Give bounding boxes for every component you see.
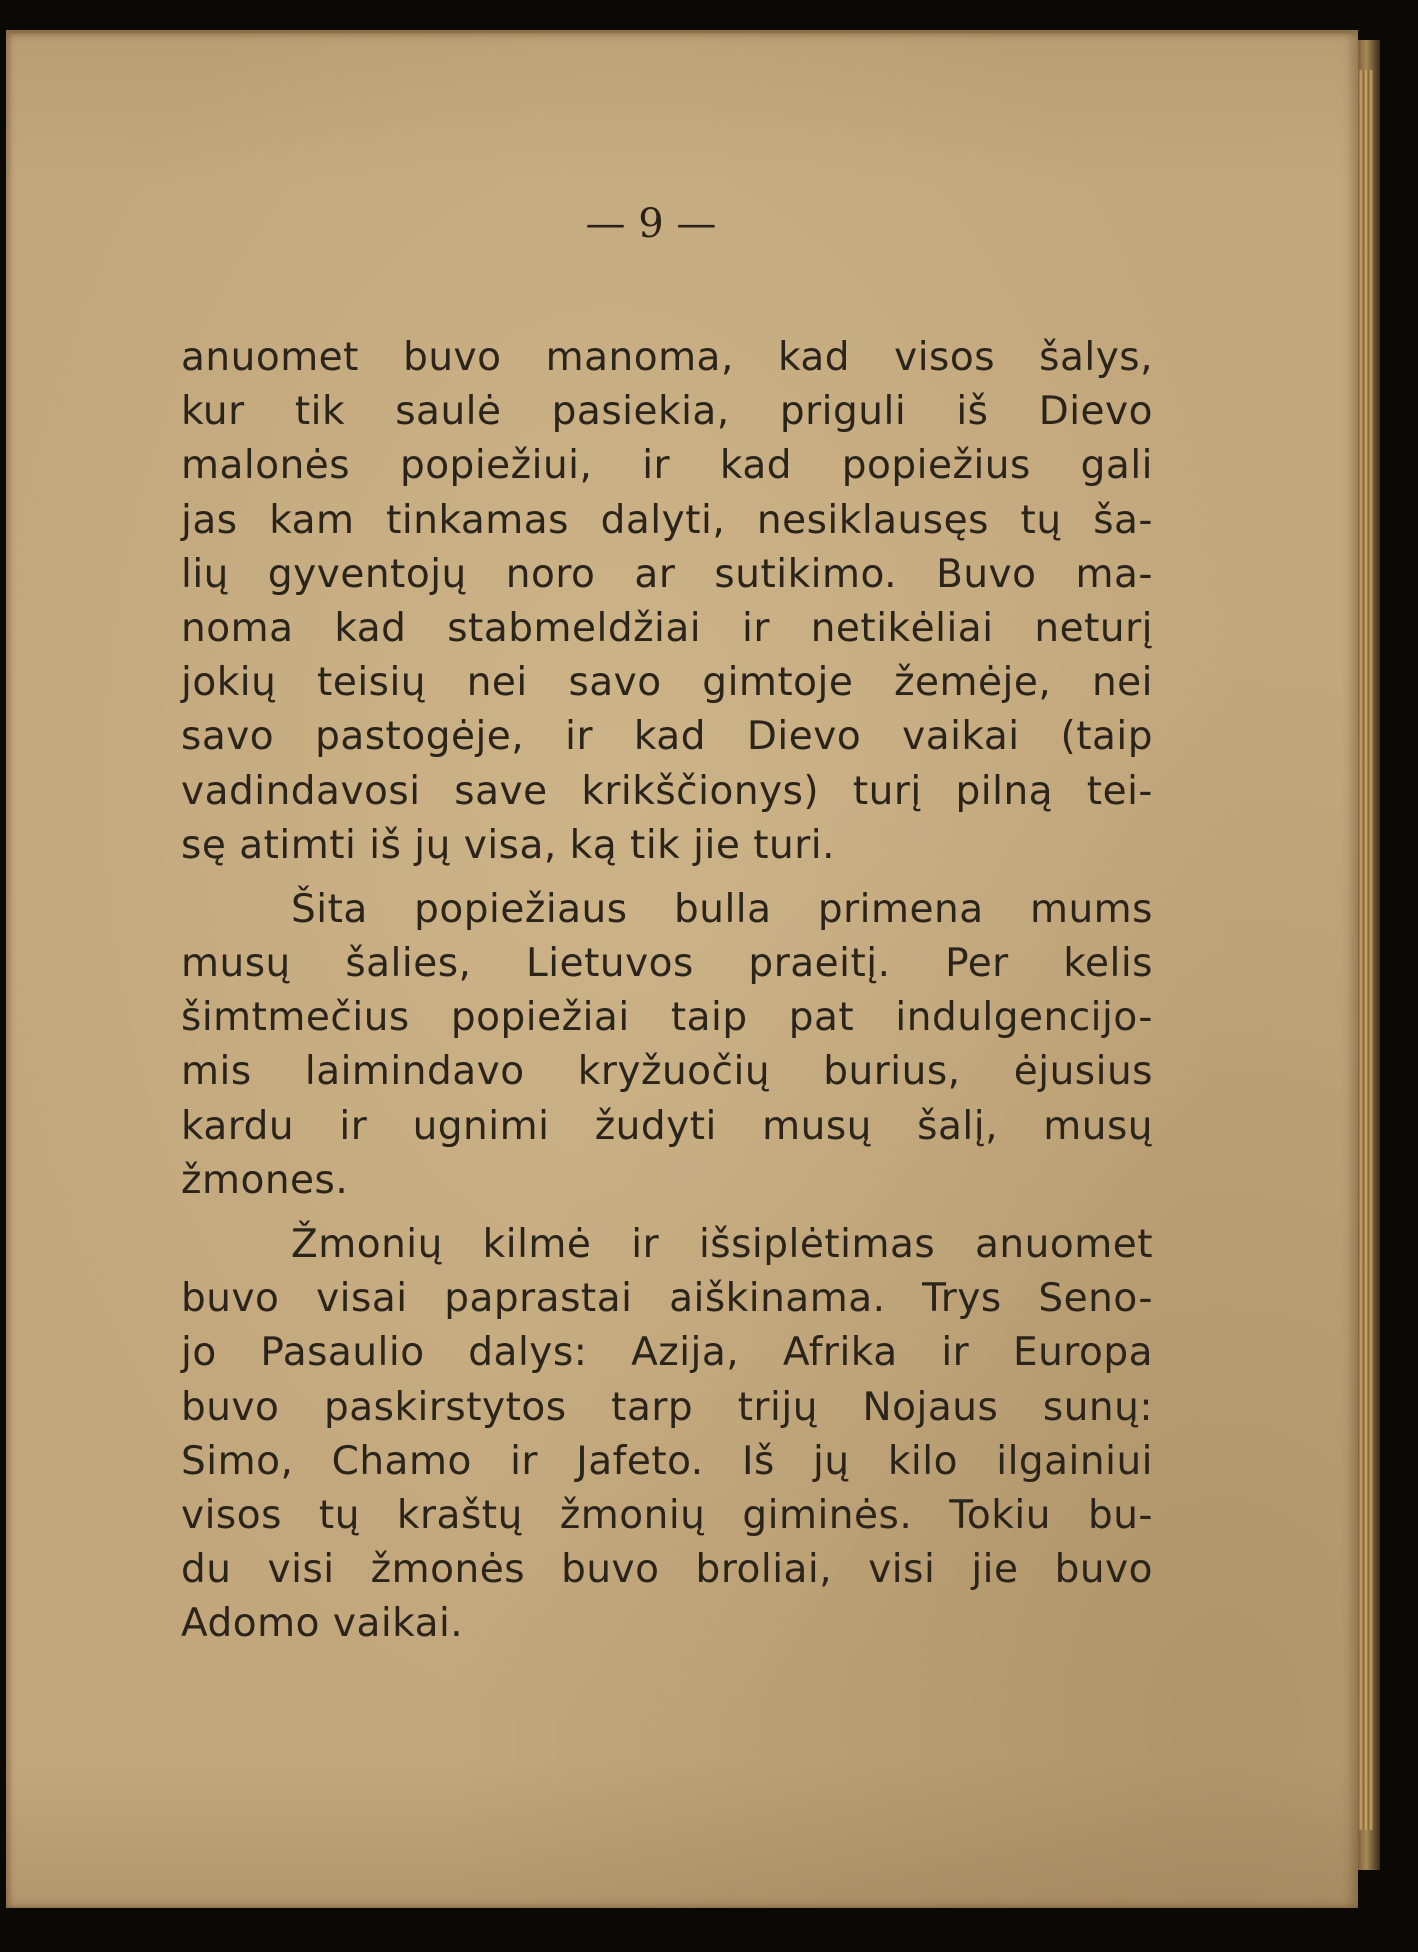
text-line: jas kam tinkamas dalyti, nesiklausęs tų ša-: [181, 497, 1153, 543]
text-line: musų šalies, Lietuvos praeitį. Per kelis: [181, 941, 1153, 987]
text-line: kur tik saulė pasiekia, priguli iš Dievo: [181, 389, 1153, 435]
text-line: du visi žmonės buvo broliai, visi jie buvo: [181, 1547, 1153, 1593]
text-line: šimtmečius popiežiai taip pat indulgencijo-: [181, 995, 1153, 1041]
text-line: žmones.: [181, 1157, 349, 1203]
book-page: [6, 30, 1358, 1908]
text-line: Žmonių kilmė ir išsiplėtimas anuomet: [291, 1222, 1153, 1267]
text-line: savo pastogėje, ir kad Dievo vaikai (taip: [181, 714, 1153, 760]
text-line: kardu ir ugnimi žudyti musų šalį, musų: [181, 1103, 1153, 1149]
text-line: noma kad stabmeldžiai ir netikėliai neturį: [181, 605, 1153, 651]
text-line: visos tų kraštų žmonių giminės. Tokiu bu-: [181, 1492, 1153, 1538]
text-line: jokių teisių nei savo gimtoje žemėje, nei: [181, 660, 1153, 706]
text-line: Adomo vaikai.: [181, 1601, 464, 1647]
text-line: buvo paskirstytos tarp trijų Nojaus sunų:: [181, 1384, 1153, 1430]
text-line: anuomet buvo manoma, kad visos šalys,: [181, 335, 1153, 380]
text-line: buvo visai paprastai aiškinama. Trys Seno-: [181, 1276, 1153, 1322]
paragraph-3: [181, 1218, 1153, 1652]
body-text: [181, 331, 1153, 1652]
text-line: Šita popiežiaus bulla primena mums: [291, 886, 1153, 932]
text-line: vadindavosi save krikščionys) turį pilną tei-: [181, 768, 1153, 814]
text-line: jo Pasaulio dalys: Azija, Afrika ir Europa: [181, 1330, 1153, 1376]
text-line: malonės popiežiui, ir kad popiežius gali: [181, 443, 1153, 489]
text-line: Simo, Chamo ir Jafeto. Iš jų kilo ilgainiui: [181, 1438, 1153, 1484]
text-line: mis laimindavo kryžuočių burius, ėjusius: [181, 1049, 1153, 1095]
paragraph-1: [181, 331, 1153, 873]
paragraph-2: [181, 883, 1153, 1208]
text-line: sę atimti iš jų visa, ką tik jie turi.: [181, 822, 836, 868]
text-line: lių gyventojų noro ar sutikimo. Buvo ma-: [181, 551, 1153, 597]
page-number: — 9 —: [585, 201, 717, 247]
